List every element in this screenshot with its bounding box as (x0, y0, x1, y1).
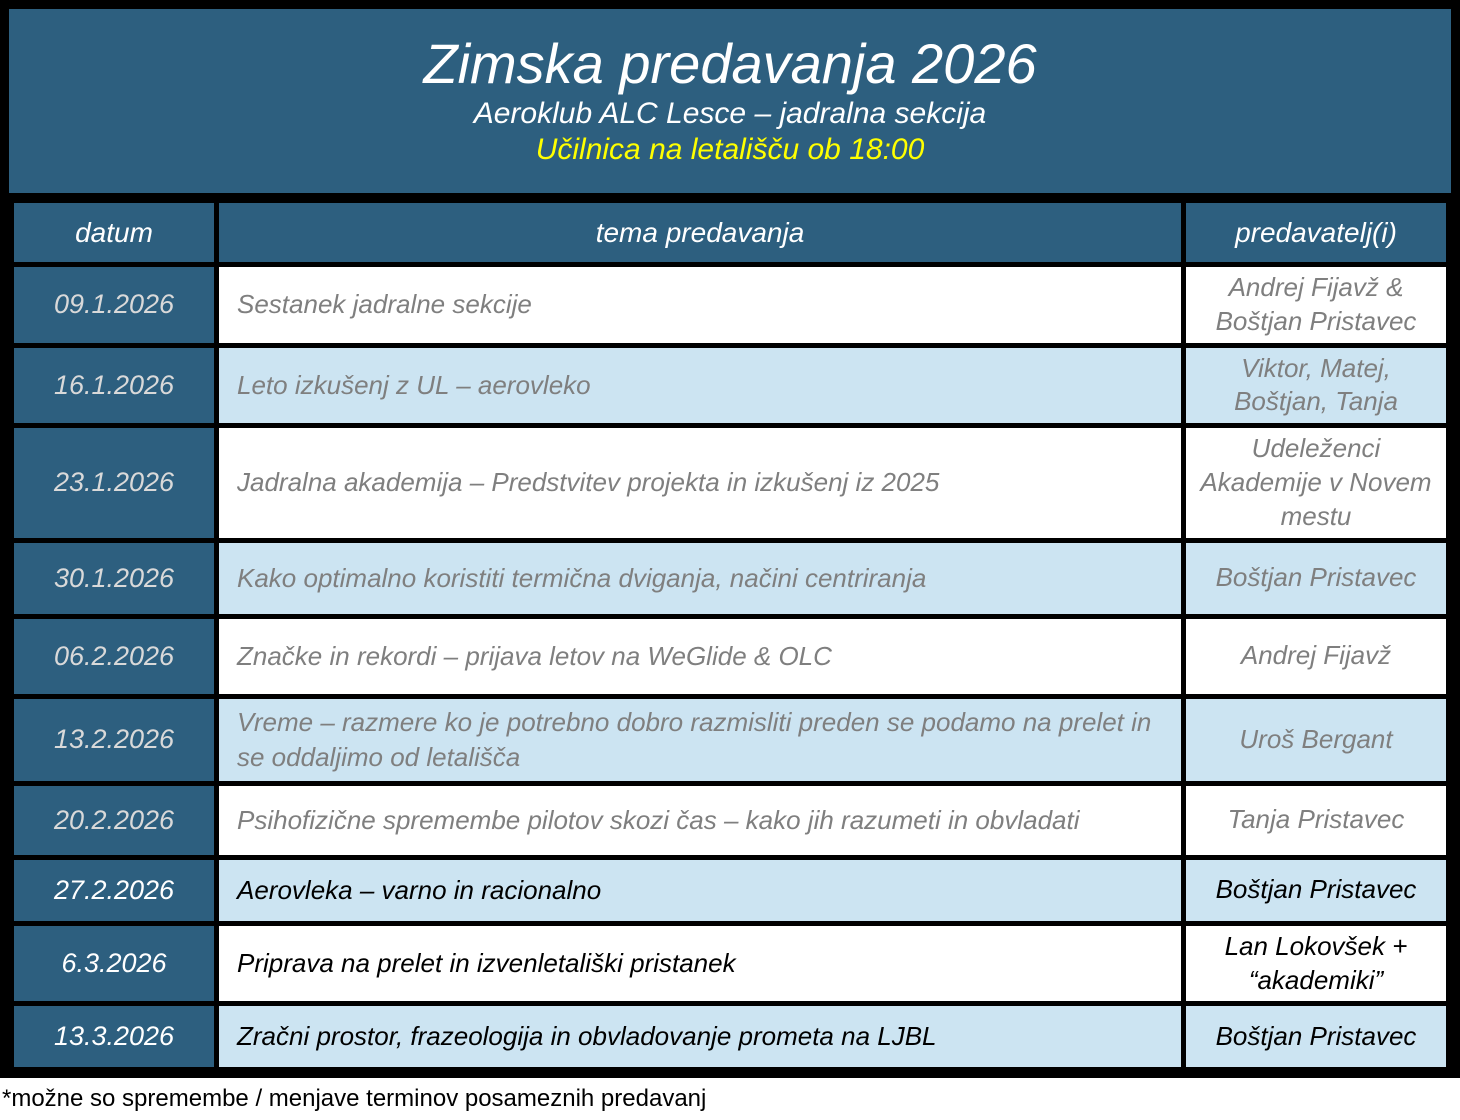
table-row (12, 616, 1449, 696)
lecturer-cell: Andrej Fijavž & Boštjan Pristavec (1184, 265, 1449, 346)
topic-cell: Psihofizične spremembe pilotov skozi čas – kako jih razumeti in obvladati (217, 783, 1184, 857)
date-cell: 13.2.2026 (12, 696, 217, 783)
header-row (12, 201, 1449, 265)
lecturer-cell: Udeleženci Akademije v Novem mestu (1184, 426, 1449, 540)
date-cell: 13.3.2026 (12, 1004, 217, 1070)
date-cell: 30.1.2026 (12, 540, 217, 616)
table-row (12, 1004, 1449, 1070)
date-cell: 06.2.2026 (12, 616, 217, 696)
topic-cell: Aerovleka – varno in racionalno (217, 857, 1184, 923)
date-cell: 09.1.2026 (12, 265, 217, 346)
date-cell: 16.1.2026 (12, 345, 217, 426)
schedule-table (9, 198, 1451, 1072)
table-row (12, 696, 1449, 783)
topic-cell: Sestanek jadralne sekcije (217, 265, 1184, 346)
table-row (12, 783, 1449, 857)
lecturer-cell: Viktor, Matej, Boštjan, Tanja (1184, 345, 1449, 426)
lecturer-cell: Uroš Bergant (1184, 696, 1449, 783)
lecturer-cell: Boštjan Pristavec (1184, 1004, 1449, 1070)
table-row (12, 540, 1449, 616)
topic-cell: Jadralna akademija – Predstvitev projekta in izkušenj iz 2025 (217, 426, 1184, 540)
column-header-topic: tema predavanja (217, 201, 1184, 265)
table-row (12, 857, 1449, 923)
topic-cell: Priprava na prelet in izvenletališki pristanek (217, 923, 1184, 1004)
date-cell: 27.2.2026 (12, 857, 217, 923)
date-cell: 6.3.2026 (12, 923, 217, 1004)
lecturer-cell: Boštjan Pristavec (1184, 857, 1449, 923)
column-header-date: datum (12, 201, 217, 265)
lecturer-cell: Andrej Fijavž (1184, 616, 1449, 696)
column-header-lecturer: predavatelj(i) (1184, 201, 1449, 265)
table-row (12, 345, 1449, 426)
date-cell: 20.2.2026 (12, 783, 217, 857)
topic-cell: Leto izkušenj z UL – aerovleko (217, 345, 1184, 426)
footnote: *možne so spremembe / menjave terminov posameznih predavanj (2, 1085, 707, 1113)
topic-cell: Značke in rekordi – prijava letov na WeGlide & OLC (217, 616, 1184, 696)
date-cell: 23.1.2026 (12, 426, 217, 540)
lecturer-cell: Boštjan Pristavec (1184, 540, 1449, 616)
lecturer-cell: Tanja Pristavec (1184, 783, 1449, 857)
table-row (12, 923, 1449, 1004)
title-block (9, 9, 1451, 198)
table-row (12, 265, 1449, 346)
page-title: Zimska predavanja 2026 (423, 32, 1037, 96)
topic-cell: Kako optimalno koristiti termična dviganja, načini centriranja (217, 540, 1184, 616)
topic-cell: Zračni prostor, frazeologija in obvladovanje prometa na LJBL (217, 1004, 1184, 1070)
topic-cell: Vreme – razmere ko je potrebno dobro razmisliti preden se podamo na prelet in se oddaljimo od letališča (217, 696, 1184, 783)
location-time: Učilnica na letališču ob 18:00 (535, 133, 925, 167)
table-row (12, 426, 1449, 540)
lecturer-cell: Lan Lokovšek + “akademiki” (1184, 923, 1449, 1004)
page-subtitle: Aeroklub ALC Lesce – jadralna sekcija (473, 96, 987, 130)
